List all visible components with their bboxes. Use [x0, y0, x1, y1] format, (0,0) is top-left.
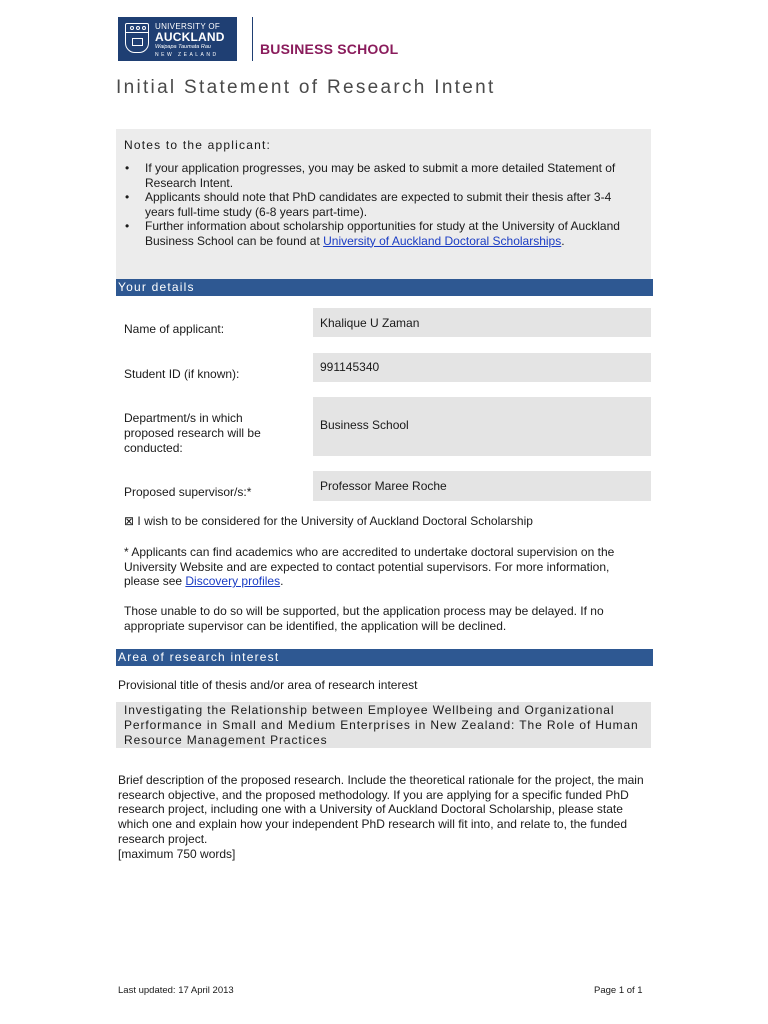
- page-number: Page 1 of 1: [594, 985, 643, 996]
- university-logo: [118, 17, 237, 61]
- notes-box: [116, 129, 651, 280]
- notes-item: • Applicants should note that PhD candidates are expected to submit their thesis after 3-4 years full-time study (6-8 years part-time).: [124, 190, 643, 219]
- provisional-title-label: Provisional title of thesis and/or area of research interest: [118, 678, 418, 692]
- scholarship-checkbox[interactable]: ⊠: [124, 514, 135, 528]
- logo-divider: [252, 17, 253, 61]
- logo-line-1: UNIVERSITY OF: [155, 22, 221, 31]
- scholarship-checkbox-label: I wish to be considered for the University of Auckland Doctoral Scholarship: [137, 514, 533, 528]
- department-label: Department/s in which proposed research will be conducted:: [124, 411, 261, 455]
- notes-item: • If your application progresses, you may be asked to submit a more detailed Statement of Research Intent.: [124, 161, 643, 190]
- notes-title: Notes to the applicant:: [124, 138, 272, 152]
- last-updated: Last updated: 17 April 2013: [118, 985, 234, 996]
- description-instructions: Brief description of the proposed research. Include the theoretical rationale for the project, the main research objective, and the proposed methodology. If you are applying for a specific funded PhD research project, including one with a University of Auckland Doctoral Scholarship, please state which one and explain how your independent PhD research will fit into, and relate to, the funded research project. [maximum 750 words]: [118, 773, 644, 861]
- department-field[interactable]: Business School: [313, 397, 651, 456]
- supervisor-label: Proposed supervisor/s:*: [124, 485, 252, 499]
- supervisor-field[interactable]: Professor Maree Roche: [313, 471, 651, 501]
- crest-icon: [125, 23, 149, 53]
- logo-line-maori: Waipapa Taumata Rau: [155, 44, 211, 50]
- logo-line-2: AUCKLAND: [155, 30, 225, 44]
- notes-list: [124, 161, 643, 248]
- document-title: Initial Statement of Research Intent: [116, 77, 496, 98]
- name-label: Name of applicant:: [124, 322, 225, 336]
- logo-line-country: NEW ZEALAND: [155, 52, 219, 58]
- discovery-profiles-link[interactable]: Discovery profiles: [185, 574, 281, 589]
- name-field[interactable]: Khalique U Zaman: [313, 308, 651, 337]
- scholarship-option: [124, 514, 533, 528]
- section-your-details: Your details: [116, 279, 653, 296]
- notes-item: • Further information about scholarship opportunities for study at the University of Auckland Business School can be found at University of Auckland Doctoral Scholarships.: [124, 219, 643, 248]
- provisional-title-field[interactable]: Investigating the Relationship between Employee Wellbeing and Organizational Performance in Small and Medium Enterprises in New Zealand: The Role of Human Resource Management Practices: [116, 702, 651, 748]
- unable-note: Those unable to do so will be supported, but the application process may be delayed. If no appropriate supervisor can be identified, the application will be declined.: [124, 604, 604, 633]
- supervisor-note: * Applicants can find academics who are accredited to undertake doctoral supervision on the University Website and are expected to contact potential supervisors. For more information, please see Discovery profiles.: [124, 545, 615, 589]
- student-id-field[interactable]: 991145340: [313, 353, 651, 382]
- school-name: BUSINESS SCHOOL: [260, 41, 399, 57]
- scholarships-link[interactable]: University of Auckland Doctoral Scholarships: [323, 233, 562, 248]
- word-limit: [maximum 750 words]: [118, 846, 236, 861]
- student-id-label: Student ID (if known):: [124, 367, 240, 381]
- section-research-interest: Area of research interest: [116, 649, 653, 666]
